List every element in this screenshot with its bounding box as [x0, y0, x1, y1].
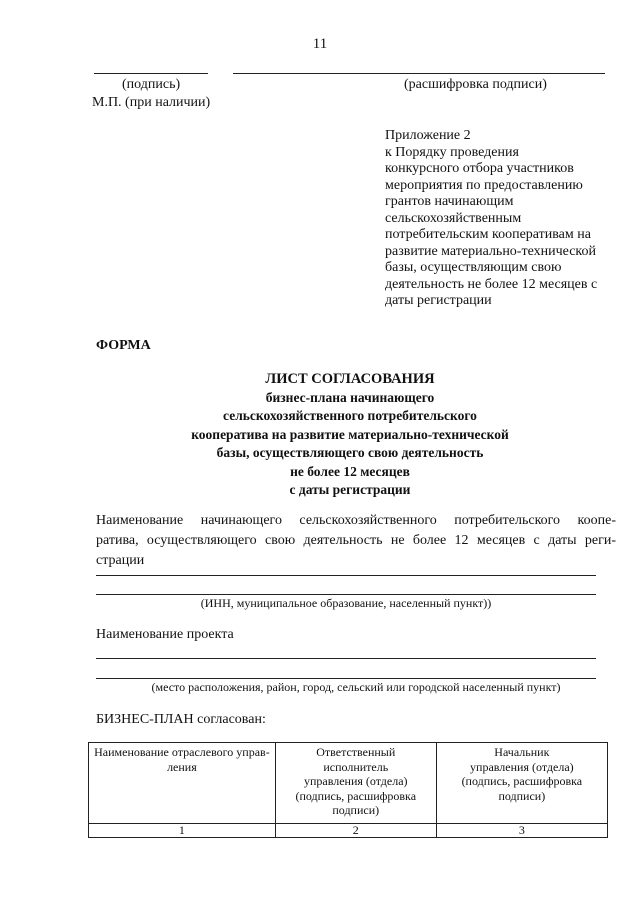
paragraph-line: Наименование начинающего сельскохозяйственного потребительского коопе- [96, 513, 616, 528]
project-fill-line[interactable] [96, 658, 596, 659]
header-text: (подпись, расшифровка [461, 774, 583, 788]
project-name-label: Наименование проекта [96, 627, 234, 642]
appendix-note [385, 128, 625, 310]
header-text: управления (отдела) [303, 774, 408, 788]
header-text: подписи) [332, 803, 380, 817]
decoding-label: (расшифровка подписи) [404, 77, 547, 92]
title-line: сельскохозяйственного потребительского [223, 408, 477, 423]
appendix-line: развитие материально-технической [385, 243, 597, 259]
project-caption: (место расположения, район, город, сельский или городской населенный пункт) [151, 680, 561, 694]
header-text: подписи) [498, 788, 546, 803]
header-text: управления (отдела) [470, 759, 574, 774]
page-number: 11 [312, 36, 328, 52]
cooperative-name-label [96, 511, 616, 571]
header-text: Наименование отраслевого управ- [94, 745, 270, 759]
appendix-line: даты регистрации [385, 293, 492, 308]
title-line: базы, осуществляющего свою деятельность [216, 445, 484, 460]
header-cell-department [89, 743, 276, 824]
signature-label: (подпись) [122, 77, 181, 92]
appendix-line: конкурсного отбора участников [385, 161, 574, 176]
header-text: ления [167, 759, 197, 774]
table-header-row [89, 743, 608, 824]
header-text: Начальник [494, 745, 550, 759]
appendix-line: базы, осуществляющим свою [385, 260, 562, 275]
header-text: Ответственный [316, 745, 396, 759]
column-number: 3 [436, 824, 607, 838]
appendix-line: потребительским кооперативам на [385, 227, 591, 242]
appendix-line: сельскохозяйственным [385, 210, 522, 226]
column-number: 1 [89, 824, 276, 838]
header-cell-head [436, 743, 607, 824]
title-line: кооператива на развитие материально-технической [191, 426, 509, 442]
cooperative-fill-line[interactable] [96, 575, 596, 576]
cooperative-caption: (ИНН, муниципальное образование, населенный пункт)) [200, 596, 492, 610]
approved-label: БИЗНЕС-ПЛАН согласован: [96, 712, 266, 727]
appendix-line: грантов начинающим [385, 194, 514, 209]
signature-line [94, 73, 208, 74]
paragraph-line: ратива, осуществляющего свою деятельность не более 12 месяцев с даты реги- [96, 533, 616, 548]
appendix-line: мероприятия по предоставлению [385, 177, 583, 193]
title-line: не более 12 месяцев [290, 463, 410, 479]
appendix-line: к Порядку проведения [385, 144, 519, 160]
header-cell-executor [275, 743, 436, 824]
appendix-line: деятельность не более 12 месяцев с [385, 276, 598, 292]
title-line: ЛИСТ СОГЛАСОВАНИЯ [265, 371, 435, 387]
header-text: исполнитель [323, 759, 389, 774]
project-fill-line[interactable] [96, 678, 596, 679]
document-title [150, 370, 550, 500]
paragraph-line: страции [96, 553, 145, 568]
title-line: бизнес-плана начинающего [265, 389, 435, 405]
approval-table [88, 742, 608, 838]
header-text: (подпись, расшифровка [295, 788, 417, 803]
title-line: с даты регистрации [289, 482, 411, 497]
cooperative-fill-line[interactable] [96, 594, 596, 595]
form-label: ФОРМА [96, 338, 151, 353]
table-number-row [89, 824, 608, 838]
column-number: 2 [275, 824, 436, 838]
seal-label: М.П. (при наличии) [92, 95, 211, 110]
decoding-line [233, 73, 605, 74]
appendix-line: Приложение 2 [385, 128, 471, 143]
